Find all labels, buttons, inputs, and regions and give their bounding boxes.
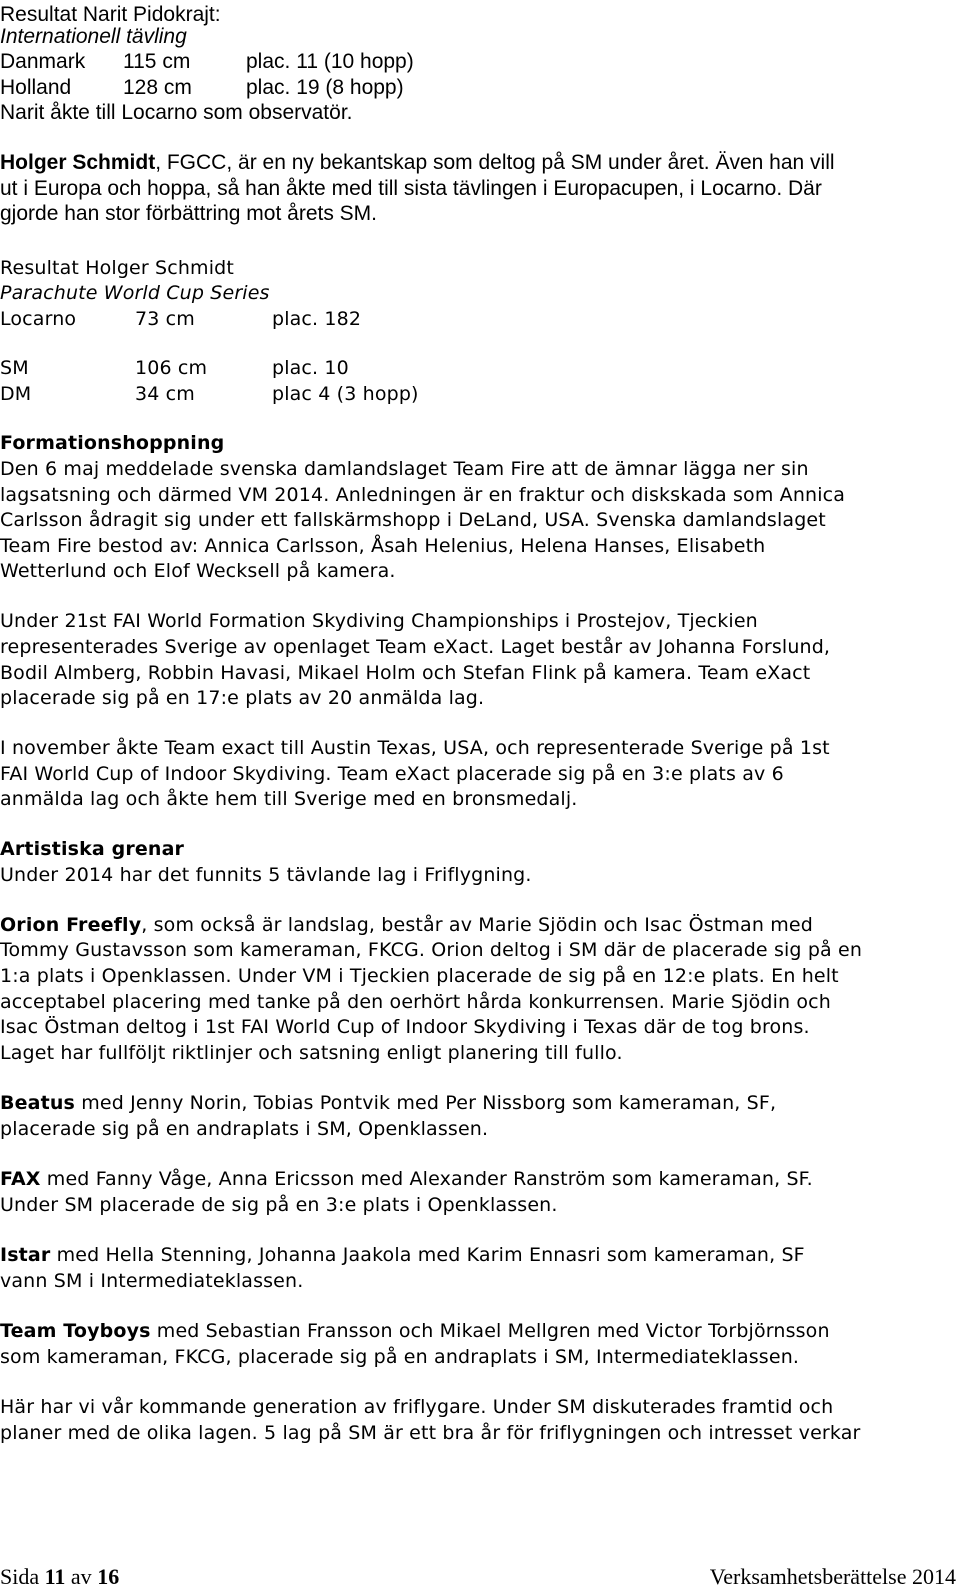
paragraph-line: representerades Sverige av openlaget Team eXact. Laget består av Johanna Forslund, xyxy=(0,636,831,658)
document-title: Verksamhetsberättelse 2014 xyxy=(709,1564,956,1589)
team-entry-line: Beatus med Jenny Norin, Tobias Pontvik med Per Nissborg som kameraman, SF, xyxy=(0,1092,777,1114)
paragraph-line: vann SM i Intermediateklassen. xyxy=(0,1270,304,1292)
team-name: Beatus xyxy=(0,1092,76,1114)
country: Holland xyxy=(0,76,72,99)
paragraph-line: placerade sig på en andraplats i SM, Openklassen. xyxy=(0,1118,489,1140)
page-footer xyxy=(0,1564,956,1594)
holger-result-heading: Resultat Holger Schmidt xyxy=(0,257,234,279)
placement: plac. 11 (10 hopp) xyxy=(246,50,414,73)
paragraph-line: som kameraman, FKCG, placerade sig på en andraplats i SM, Intermediateklassen. xyxy=(0,1346,800,1368)
height: 106 cm xyxy=(135,357,208,379)
placement: plac 4 (3 hopp) xyxy=(272,383,419,405)
paragraph-line: anmälda lag och åkte hem till Sverige med en bronsmedalj. xyxy=(0,788,578,810)
paragraph-line: Under 21st FAI World Formation Skydiving Championships i Prostejov, Tjeckien xyxy=(0,610,758,632)
country: Danmark xyxy=(0,50,86,73)
team-name: Team Toyboys xyxy=(0,1320,151,1342)
placement: plac. 10 xyxy=(272,357,349,379)
paragraph-line: Här har vi vår kommande generation av friflygare. Under SM diskuterades framtid och xyxy=(0,1396,834,1418)
holger-name: Holger Schmidt xyxy=(0,151,156,174)
team-entry-line: Istar med Hella Stenning, Johanna Jaakola med Karim Ennasri som kameraman, SF xyxy=(0,1244,805,1266)
paragraph-line: Den 6 maj meddelade svenska damlandslaget Team Fire att de ämnar lägga ner sin xyxy=(0,458,809,480)
paragraph-line: Bodil Almberg, Robbin Havasi, Mikael Holm och Stefan Flink på kamera. Team eXact xyxy=(0,662,811,684)
paragraph-line: 1:a plats i Openklassen. Under VM i Tjeckien placerade de sig på en 12:e plats. En helt xyxy=(0,965,839,987)
paragraph-line: placerade sig på en 17:e plats av 20 anmälda lag. xyxy=(0,687,485,709)
paragraph-line: Laget har fullföljt riktlinjer och satsning enligt planering till fullo. xyxy=(0,1042,623,1064)
event: DM xyxy=(0,383,32,405)
paragraph-line: Isac Östman deltog i 1st FAI World Cup of Indoor Skydiving i Texas där de tog brons. xyxy=(0,1016,810,1038)
paragraph-line: Carlsson ådragit sig under ett fallskärmshopp i DeLand, USA. Svenska damlandslaget xyxy=(0,509,826,531)
height: 115 cm xyxy=(123,50,191,73)
paragraph-line: planer med de olika lagen. 5 lag på SM är ett bra år för friflygningen och intresset verkar xyxy=(0,1422,861,1444)
event: SM xyxy=(0,357,29,379)
paragraph-line: I november åkte Team exact till Austin Texas, USA, och representerade Sverige på 1st xyxy=(0,737,830,759)
holger-result-subheading: Parachute World Cup Series xyxy=(0,282,270,304)
height: 73 cm xyxy=(135,308,195,330)
paragraph-line: Team Fire bestod av: Annica Carlsson, Åsah Helenius, Helena Hanses, Elisabeth xyxy=(0,535,766,557)
team-entry-line: Team Toyboys med Sebastian Fransson och Mikael Mellgren med Victor Torbjörnsson xyxy=(0,1320,830,1342)
placement: plac. 19 (8 hopp) xyxy=(246,76,404,99)
formation-heading: Formationshoppning xyxy=(0,432,225,454)
team-entry-line: Orion Freefly, som också är landslag, består av Marie Sjödin och Isac Östman med xyxy=(0,914,813,936)
artistic-intro: Under 2014 har det funnits 5 tävlande lag i Friflygning. xyxy=(0,864,532,886)
narit-heading: Resultat Narit Pidokrajt: xyxy=(0,3,221,26)
paragraph-line: lagsatsning och därmed VM 2014. Anledningen är en fraktur och diskskada som Annica xyxy=(0,484,846,506)
paragraph-line: acceptabel placering med tanke på den oerhört hårda konkurrensen. Marie Sjödin och xyxy=(0,991,831,1013)
height: 34 cm xyxy=(135,383,195,405)
paragraph-line: Wetterlund och Elof Wecksell på kamera. xyxy=(0,560,396,582)
team-entry-line: FAX med Fanny Våge, Anna Ericsson med Alexander Ranström som kameraman, SF. xyxy=(0,1168,813,1190)
event: Locarno xyxy=(0,308,77,330)
paragraph-line: FAI World Cup of Indoor Skydiving. Team eXact placerade sig på en 3:e plats av 6 xyxy=(0,763,784,785)
team-name: Orion Freefly xyxy=(0,914,142,936)
page-number: Sida 11 av 16 xyxy=(0,1564,120,1589)
narit-note: Narit åkte till Locarno som observatör. xyxy=(0,101,353,124)
height: 128 cm xyxy=(123,76,192,99)
holger-intro-line: gjorde han stor förbättring mot årets SM. xyxy=(0,202,378,225)
paragraph-line: Under SM placerade de sig på en 3:e plats i Openklassen. xyxy=(0,1194,558,1216)
team-name: FAX xyxy=(0,1168,41,1190)
holger-intro-line: Holger Schmidt, FGCC, är en ny bekantskap som deltog på SM under året. Även han vill xyxy=(0,151,835,174)
holger-intro-line: ut i Europa och hoppa, så han åkte med till sista tävlingen i Europacupen, i Locarno. Där xyxy=(0,177,822,200)
placement: plac. 182 xyxy=(272,308,362,330)
narit-subheading: Internationell tävling xyxy=(0,25,187,48)
artistic-heading: Artistiska grenar xyxy=(0,838,185,860)
team-name: Istar xyxy=(0,1244,51,1266)
paragraph-line: Tommy Gustavsson som kameraman, FKCG. Orion deltog i SM där de placerade sig på en xyxy=(0,939,863,961)
